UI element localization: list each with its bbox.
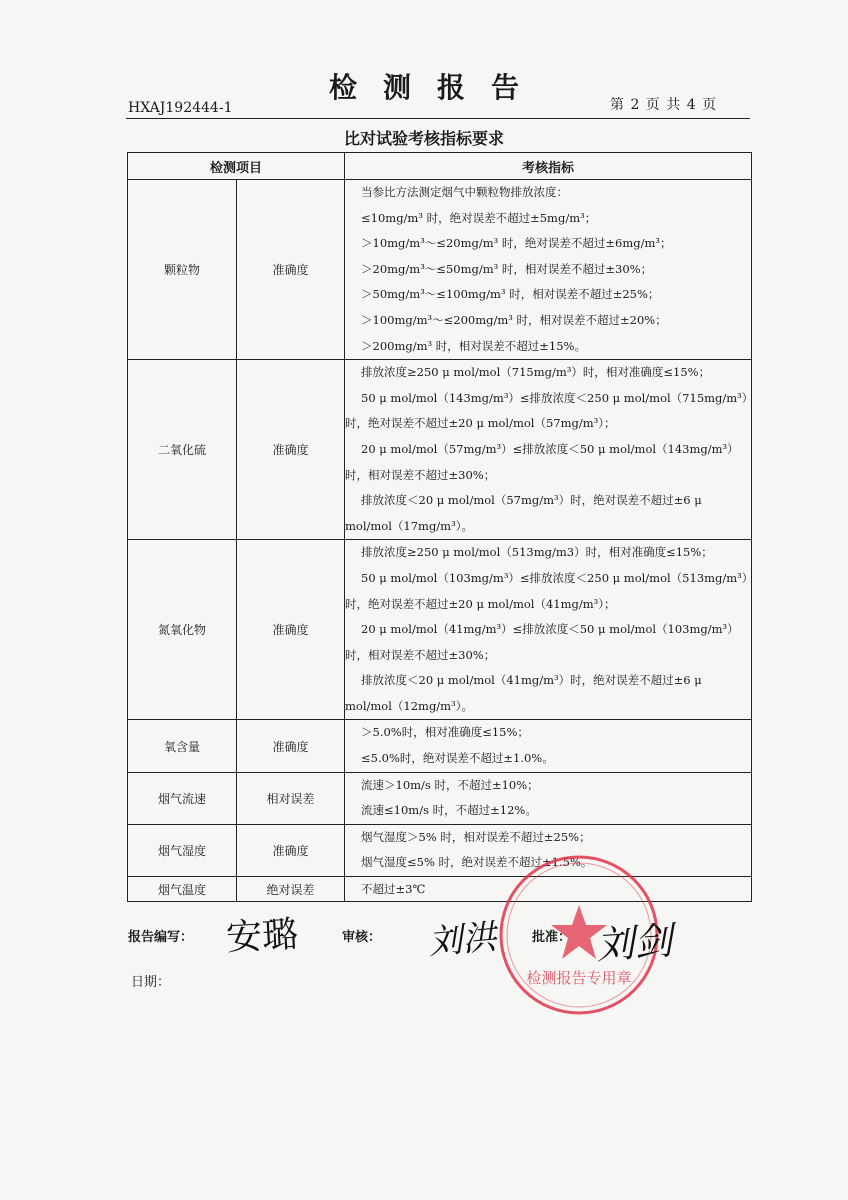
criteria-line: ＞5.0%时，相对准确度≤15%； (361, 725, 529, 740)
row-metric: 绝对误差 (237, 877, 345, 902)
reviewer-label: 审核： (342, 930, 382, 945)
criteria-line: 排放浓度＜20 μ mol/mol（57mg/m³）时，绝对误差不超过±6 μ (361, 493, 702, 508)
row-criteria (345, 180, 752, 360)
table-row (128, 540, 752, 720)
table-header-row (128, 153, 752, 180)
row-criteria (345, 540, 752, 720)
criteria-line: ＞100mg/m³～≤200mg/m³ 时，相对误差不超过±20%； (361, 312, 667, 327)
criteria-line: ＞10mg/m³～≤20mg/m³ 时，绝对误差不超过±6mg/m³； (361, 236, 672, 251)
criteria-line: 排放浓度≥250 μ mol/mol（715mg/m³）时，相对准确度≤15%； (361, 365, 711, 380)
row-criteria (345, 772, 752, 824)
row-item: 氮氧化物 (128, 540, 237, 720)
row-item: 二氧化硫 (128, 360, 237, 540)
criteria-line: 烟气湿度＞5% 时，相对误差不超过±25%； (361, 829, 591, 844)
table-row (128, 360, 752, 540)
page-number: 第 2 页 共 4 页 (610, 97, 717, 113)
row-metric: 相对误差 (237, 772, 345, 824)
report-title: 检测报告 (328, 71, 545, 104)
row-metric: 准确度 (237, 360, 345, 540)
criteria-line: 流速＞10m/s 时，不超过±10%； (361, 777, 539, 792)
criteria-line: 50 μ mol/mol（143mg/m³）≤排放浓度＜250 μ mol/mol（715mg/m³） (361, 390, 754, 405)
criteria-line: 时，绝对误差不超过±20 μ mol/mol（41mg/m³）； (345, 596, 616, 611)
row-item: 氧含量 (128, 720, 237, 772)
criteria-line: 50 μ mol/mol（103mg/m³）≤排放浓度＜250 μ mol/mol（513mg/m³） (361, 570, 754, 585)
row-item: 颗粒物 (128, 180, 237, 360)
criteria-line: 不超过±3℃ (361, 882, 426, 897)
approver-signature: 刘剑 (594, 918, 674, 968)
criteria-line: ≤10mg/m³ 时，绝对误差不超过±5mg/m³； (361, 210, 597, 225)
date-label: 日期： (131, 975, 171, 990)
report-number: HXAJ192444-1 (128, 100, 233, 116)
header-divider (126, 118, 750, 119)
table-row (128, 772, 752, 824)
row-metric: 准确度 (237, 180, 345, 360)
writer-label: 报告编写： (128, 930, 194, 945)
criteria-line: ＞50mg/m³～≤100mg/m³ 时，相对误差不超过±25%； (361, 287, 660, 302)
criteria-table (127, 152, 752, 902)
approver-label: 批准： (532, 930, 572, 945)
criteria-line: 烟气湿度≤5% 时，绝对误差不超过±1.5%。 (361, 855, 593, 870)
criteria-line: 排放浓度≥250 μ mol/mol（513mg/m3）时，相对准确度≤15%； (361, 545, 713, 560)
reviewer-signature: 刘洪 (426, 917, 498, 963)
row-metric: 准确度 (237, 824, 345, 876)
table-row (128, 720, 752, 772)
criteria-line: 时，绝对误差不超过±20 μ mol/mol（57mg/m³）； (345, 416, 616, 431)
criteria-line: 20 μ mol/mol（57mg/m³）≤排放浓度＜50 μ mol/mol（143mg/m³） (361, 441, 739, 456)
row-item: 烟气温度 (128, 877, 237, 902)
criteria-line: 当参比方法测定烟气中颗粒物排放浓度： (361, 185, 569, 199)
criteria-line: ≤5.0%时，绝对误差不超过±1.0%。 (361, 751, 554, 766)
criteria-line: 流速≤10m/s 时，不超过±12%。 (361, 803, 537, 818)
criteria-line: 排放浓度＜20 μ mol/mol（41mg/m³）时，绝对误差不超过±6 μ (361, 673, 702, 688)
header-item: 检测项目 (128, 153, 345, 180)
criteria-line: ＞20mg/m³～≤50mg/m³ 时，相对误差不超过±30%； (361, 261, 653, 276)
criteria-line: ＞200mg/m³ 时，相对误差不超过±15%。 (361, 338, 586, 353)
criteria-line: mol/mol（12mg/m³）。 (345, 698, 473, 713)
seal-label: 检测报告专用章 (526, 969, 632, 987)
row-criteria (345, 720, 752, 772)
row-metric: 准确度 (237, 720, 345, 772)
criteria-line: 时，相对误差不超过±30%； (345, 467, 496, 482)
header-criteria: 考核指标 (345, 153, 752, 180)
writer-signature: 安璐 (225, 914, 300, 959)
criteria-line: 20 μ mol/mol（41mg/m³）≤排放浓度＜50 μ mol/mol（103mg/m³） (361, 622, 739, 637)
row-item: 烟气湿度 (128, 824, 237, 876)
criteria-line: 时，相对误差不超过±30%； (345, 647, 496, 662)
row-criteria (345, 360, 752, 540)
table-title: 比对试验考核指标要求 (343, 129, 504, 148)
table-row (128, 180, 752, 360)
row-item: 烟气流速 (128, 772, 237, 824)
row-metric: 准确度 (237, 540, 345, 720)
criteria-line: mol/mol（17mg/m³）。 (345, 518, 473, 533)
